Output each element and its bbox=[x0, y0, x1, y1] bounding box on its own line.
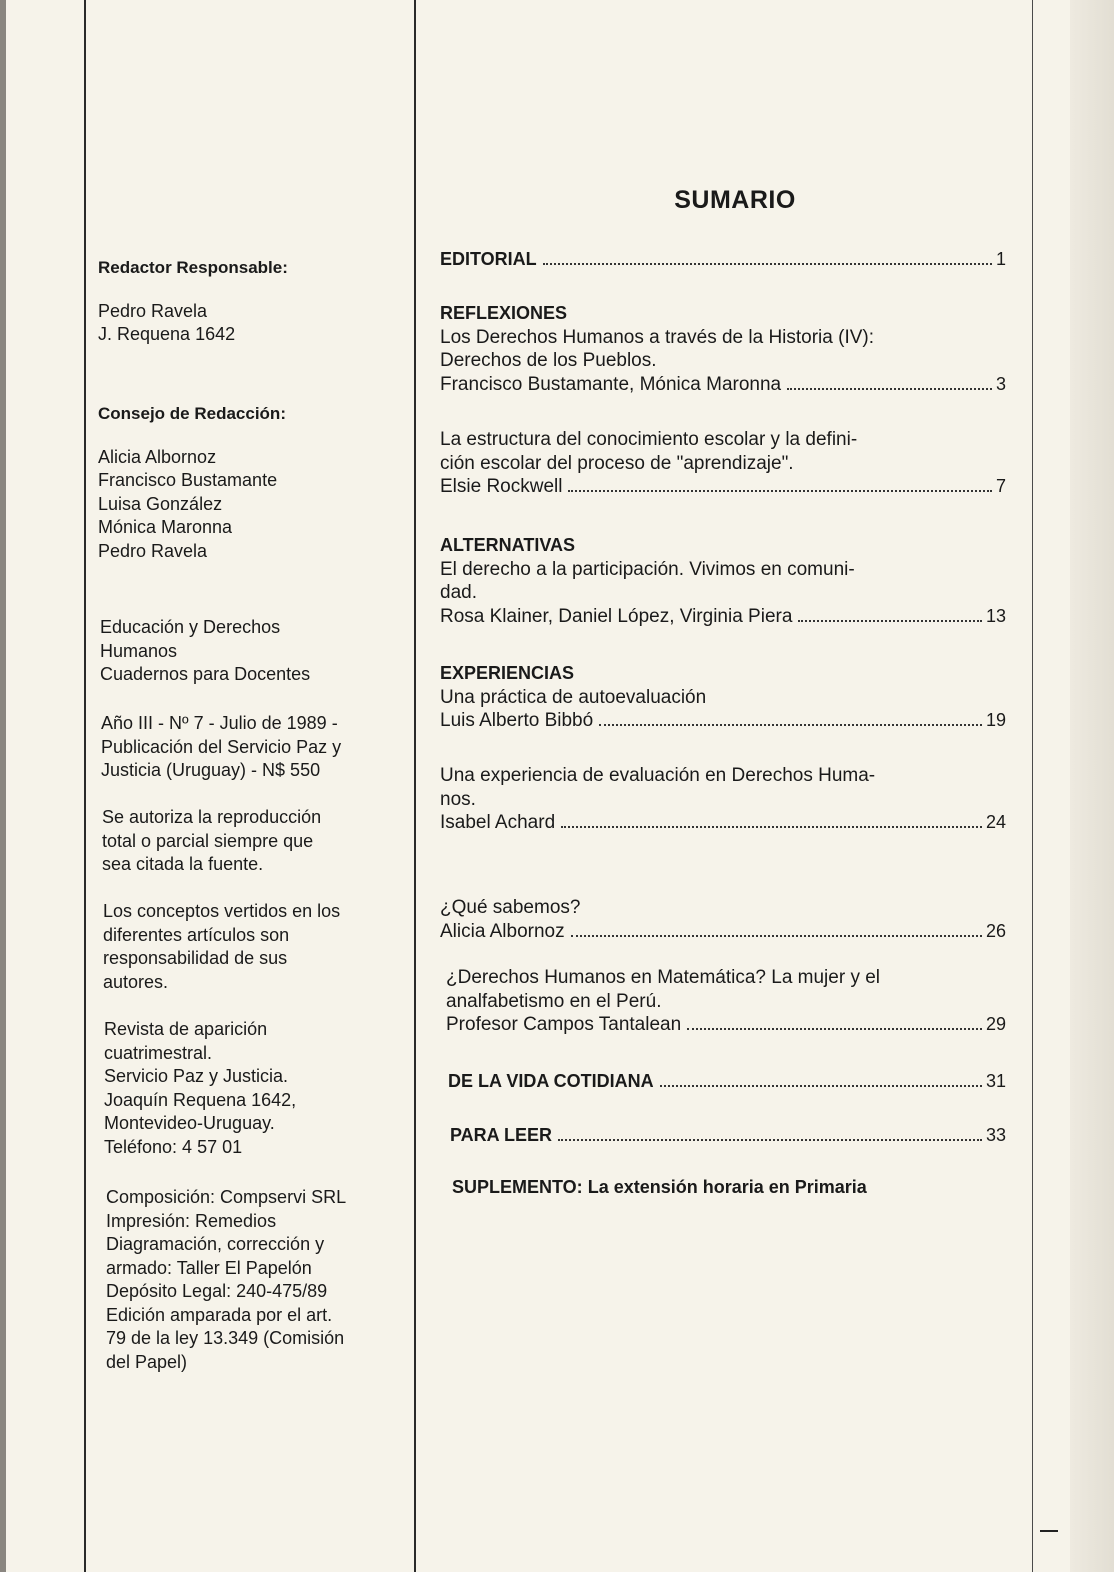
toc-entry bbox=[440, 605, 1006, 629]
issue-line: Publicación del Servicio Paz y bbox=[101, 736, 342, 757]
section-heading-alternativas: ALTERNATIVAS bbox=[440, 535, 575, 555]
section-heading-reflexiones: REFLEXIONES bbox=[440, 303, 568, 323]
toc-entry bbox=[440, 920, 1006, 944]
credits-line: armado: Taller El Papelón bbox=[106, 1257, 312, 1278]
page-number: 7 bbox=[995, 476, 1006, 496]
redactor-line: J. Requena 1642 bbox=[98, 324, 236, 344]
page-number: 31 bbox=[985, 1071, 1006, 1091]
concepts-line: Los conceptos vertidos en los bbox=[103, 901, 341, 921]
contact-line: Revista de aparición bbox=[104, 1019, 268, 1039]
article-author: Elsie Rockwell bbox=[440, 476, 563, 497]
toc-experiencias-2 bbox=[440, 764, 1006, 835]
article-author: Isabel Achard bbox=[440, 812, 556, 833]
column-rule-right bbox=[1032, 0, 1033, 1572]
article-author: Luis Alberto Bibbó bbox=[440, 710, 594, 731]
article-title-line: dad. bbox=[440, 582, 477, 603]
article-title-line: La estructura del conocimiento escolar y la defini- bbox=[440, 429, 858, 450]
leader-dots bbox=[561, 826, 982, 828]
concepts-line: autores. bbox=[103, 971, 169, 992]
page-number: 19 bbox=[985, 710, 1006, 730]
toc-vida-cotidiana bbox=[448, 1070, 1006, 1094]
contact-line: Teléfono: 4 57 01 bbox=[104, 1136, 243, 1157]
contact-line: Montevideo-Uruguay. bbox=[104, 1113, 275, 1133]
credits-line: del Papel) bbox=[106, 1351, 188, 1372]
contact-line: cuatrimestral. bbox=[104, 1042, 213, 1063]
margin-tick bbox=[1040, 1530, 1058, 1532]
page-number: 24 bbox=[985, 812, 1006, 832]
suplemento-text: La extensión horaria en Primaria bbox=[587, 1177, 867, 1197]
article-title-line: Derechos de los Pueblos. bbox=[440, 350, 657, 371]
page-number: 26 bbox=[985, 920, 1006, 941]
toc-suplemento bbox=[452, 1176, 1012, 1200]
credits-line: Composición: Compservi SRL bbox=[106, 1187, 347, 1207]
reproduction-line: Se autoriza la reproducción bbox=[102, 807, 322, 827]
article-title-line: El derecho a la participación. Vivimos en comuni- bbox=[440, 558, 855, 580]
consejo-heading: Consejo de Redacción: bbox=[98, 404, 286, 423]
scan-edge-right bbox=[1070, 0, 1114, 1572]
consejo-members bbox=[98, 446, 398, 564]
leader-dots bbox=[798, 620, 982, 622]
toc-label: DE LA VIDA COTIDIANA bbox=[448, 1071, 654, 1091]
toc-reflexiones bbox=[440, 302, 1006, 396]
leader-dots bbox=[599, 724, 982, 726]
credits-line: Depósito Legal: 240-475/89 bbox=[106, 1281, 328, 1301]
suplemento-label: SUPLEMENTO: bbox=[452, 1177, 583, 1197]
page-number: 33 bbox=[985, 1125, 1006, 1145]
article-title-line: Los Derechos Humanos a través de la Historia (IV): bbox=[440, 326, 875, 348]
issue-block bbox=[101, 712, 401, 783]
article-title-line: ción escolar del proceso de "aprendizaje". bbox=[440, 452, 794, 474]
toc-label: PARA LEER bbox=[450, 1125, 553, 1145]
page-number: 3 bbox=[995, 373, 1006, 394]
scan-edge-left bbox=[0, 0, 6, 1572]
credits-line: 79 de la ley 13.349 (Comisión bbox=[106, 1328, 345, 1348]
sumario-title: SUMARIO bbox=[674, 186, 796, 214]
leader-dots bbox=[568, 490, 992, 492]
reproduction-block bbox=[102, 806, 402, 877]
toc-entry bbox=[440, 811, 1006, 835]
contact-line: Servicio Paz y Justicia. bbox=[104, 1066, 289, 1086]
toc-alternativas bbox=[440, 534, 1006, 628]
credits-line: Edición amparada por el art. bbox=[106, 1304, 333, 1325]
publication-line: Humanos bbox=[100, 640, 178, 661]
consejo-member: Alicia Albornoz bbox=[98, 446, 217, 467]
toc-que-sabemos bbox=[440, 896, 1006, 943]
leader-dots bbox=[787, 388, 992, 390]
column-rule-middle bbox=[414, 0, 416, 1572]
toc-reflexiones-2 bbox=[440, 428, 1006, 499]
credits-line: Diagramación, corrección y bbox=[106, 1234, 325, 1254]
toc-entry bbox=[446, 1013, 1006, 1037]
contact-block bbox=[104, 1018, 404, 1159]
toc-editorial bbox=[440, 248, 1006, 272]
page-number: 13 bbox=[985, 605, 1006, 626]
consejo-member: Mónica Maronna bbox=[98, 517, 233, 537]
credits-block bbox=[106, 1186, 406, 1374]
concepts-block bbox=[103, 900, 403, 994]
toc-experiencias bbox=[440, 662, 1006, 733]
consejo-member: Francisco Bustamante bbox=[98, 470, 278, 490]
redactor-block bbox=[98, 256, 398, 347]
toc-entry-vida-cotidiana bbox=[448, 1070, 1006, 1094]
toc-entry bbox=[440, 373, 1006, 397]
reproduction-line: sea citada la fuente. bbox=[102, 854, 264, 874]
redactor-heading: Redactor Responsable: bbox=[98, 258, 288, 277]
publication-block bbox=[100, 616, 400, 687]
concepts-line: diferentes artículos son bbox=[103, 924, 290, 945]
contact-line: Joaquín Requena 1642, bbox=[104, 1089, 297, 1110]
article-author: Francisco Bustamante, Mónica Maronna bbox=[440, 373, 782, 395]
consejo-member: Luisa González bbox=[98, 493, 223, 514]
consejo-member: Pedro Ravela bbox=[98, 540, 208, 561]
toc-entry bbox=[440, 475, 1006, 499]
leader-dots bbox=[543, 263, 992, 265]
section-heading-experiencias: EXPERIENCIAS bbox=[440, 663, 575, 683]
toc-label: EDITORIAL bbox=[440, 249, 537, 269]
toc-entry bbox=[440, 709, 1006, 733]
leader-dots bbox=[571, 935, 982, 937]
toc-entry-para-leer bbox=[450, 1124, 1006, 1148]
issue-line: Año III - Nº 7 - Julio de 1989 - bbox=[101, 713, 338, 733]
page-number: 29 bbox=[985, 1014, 1006, 1034]
page-number: 1 bbox=[995, 249, 1006, 269]
redactor-line: Pedro Ravela bbox=[98, 300, 208, 321]
article-author: Alicia Albornoz bbox=[440, 920, 565, 942]
toc-matematica bbox=[446, 966, 1006, 1037]
consejo-block bbox=[98, 402, 398, 563]
publication-line: Cuadernos para Docentes bbox=[100, 664, 311, 684]
redactor-lines bbox=[98, 300, 398, 347]
issue-line: Justicia (Uruguay) - N$ 550 bbox=[101, 760, 321, 780]
article-author: Rosa Klainer, Daniel López, Virginia Piera bbox=[440, 605, 793, 627]
credits-line: Impresión: Remedios bbox=[106, 1210, 277, 1231]
toc-para-leer bbox=[450, 1124, 1006, 1148]
leader-dots bbox=[687, 1028, 982, 1030]
reproduction-line: total o parcial siempre que bbox=[102, 830, 314, 851]
column-rule-left bbox=[84, 0, 86, 1572]
article-title-line: analfabetismo en el Perú. bbox=[446, 990, 662, 1012]
leader-dots bbox=[558, 1139, 982, 1141]
publication-line: Educación y Derechos bbox=[100, 617, 281, 637]
article-title-line: nos. bbox=[440, 788, 476, 810]
toc-entry-editorial bbox=[440, 248, 1006, 272]
article-title-line: Una experiencia de evaluación en Derechos Huma- bbox=[440, 765, 876, 786]
article-title-line: ¿Derechos Humanos en Matemática? La mujer y el bbox=[446, 967, 881, 988]
article-author: Profesor Campos Tantalean bbox=[446, 1014, 682, 1035]
article-title-line: ¿Qué sabemos? bbox=[440, 897, 581, 918]
article-title-line: Una práctica de autoevaluación bbox=[440, 686, 707, 708]
suplemento-line bbox=[452, 1176, 1012, 1200]
leader-dots bbox=[660, 1085, 982, 1087]
concepts-line: responsabilidad de sus bbox=[103, 948, 288, 968]
